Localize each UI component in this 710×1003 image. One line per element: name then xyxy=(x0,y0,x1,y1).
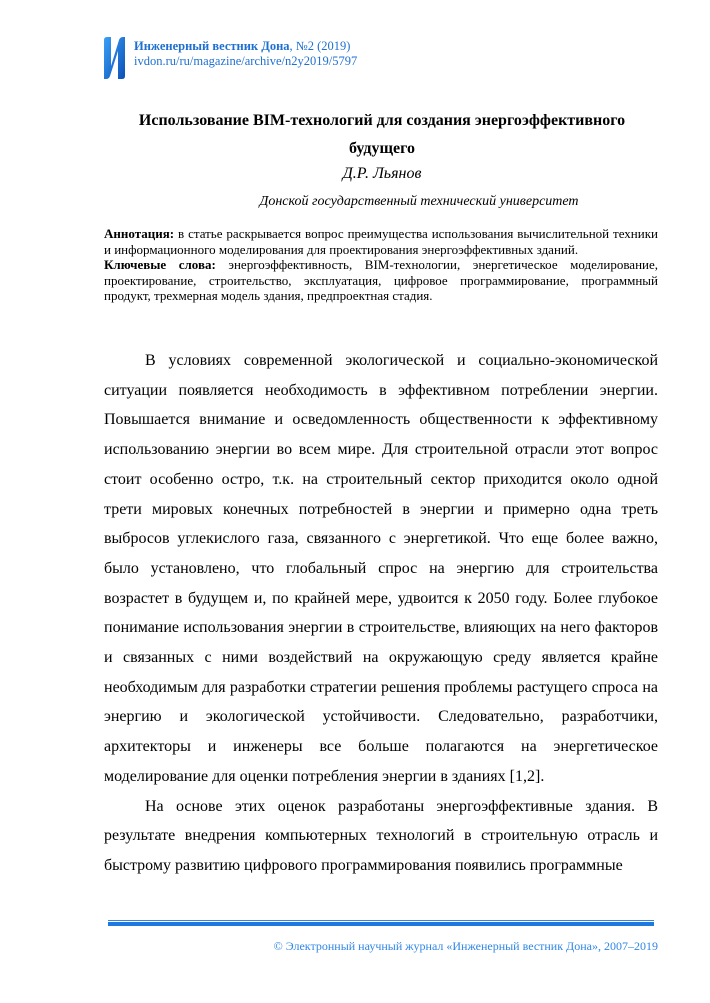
article-url[interactable]: ivdon.ru/ru/magazine/archive/n2y2019/5797 xyxy=(134,54,358,68)
keywords-text: энергоэффективность, BIM-технологии, энергетическое моделирование, проектирование, строительство, эксплуатация, цифровое программирование, программный продукт, трехмерная модель здания, предпроектная стадия. xyxy=(104,257,659,304)
abstract-text: в статье раскрывается вопрос преимущества использования вычислительной техники и информационного моделирования для проектирования энергоэффективных зданий. xyxy=(104,226,658,257)
article-body xyxy=(104,346,658,881)
article-title: Использование BIM-технологий для создания энергоэффективного будущего xyxy=(138,112,626,157)
body-paragraph: В условиях современной экологической и социально-экономической ситуации появляется необходимость в эффективном потреблении энергии. Повышается внимание и осведомленность общественности к эффективному использованию энергии во всем мире. Для строительной отрасли этот вопрос стоит особенно остро, т.к. на строительный сектор приходится около одной трети мировых конечных потребностей в энергии и примерно одна треть выбросов углекислого газа, связанного с энергетикой. Что еще более важно, было установлено, что глобальный спрос на энергию для строительства возрастет в будущем и, по крайней мере, удвоится к 2050 году. Более глубокое понимание использования энергии в строительстве, влияющих на него факторов и связанных с ними воздействий на окружающую среду является крайне необходимым для разработки стратегии решения проблемы растущего спроса на энергию и экологической устойчивости. Следовательно, разработчики, архитекторы и инженеры все больше полагаются на энергетическое моделирование для оценки потребления энергии в зданиях [1,2]. xyxy=(104,352,658,785)
journal-name: Инженерный вестник Дона xyxy=(134,39,290,53)
footer-copyright: © Электронный научный журнал «Инженерный вестник Дона», 2007–2019 xyxy=(273,939,658,953)
keywords-label: Ключевые слова: xyxy=(104,257,216,273)
author-affiliation: Донской государственный технический университет xyxy=(259,194,579,209)
journal-logo-icon xyxy=(102,36,126,80)
body-paragraph: На основе этих оценок разработаны энергоэффективные здания. В результате внедрения компьютерных технологий в строительную отрасль и быстрому развитию цифрового программирования появились программные xyxy=(104,797,658,874)
journal-issue: , №2 (2019) xyxy=(289,39,351,53)
abstract-label: Аннотация: xyxy=(104,226,175,241)
keywords xyxy=(104,257,658,304)
abstract-block xyxy=(104,226,658,304)
footer-divider xyxy=(108,920,654,926)
abstract xyxy=(104,226,658,257)
article-author: Д.Р. Льянов xyxy=(342,165,422,182)
